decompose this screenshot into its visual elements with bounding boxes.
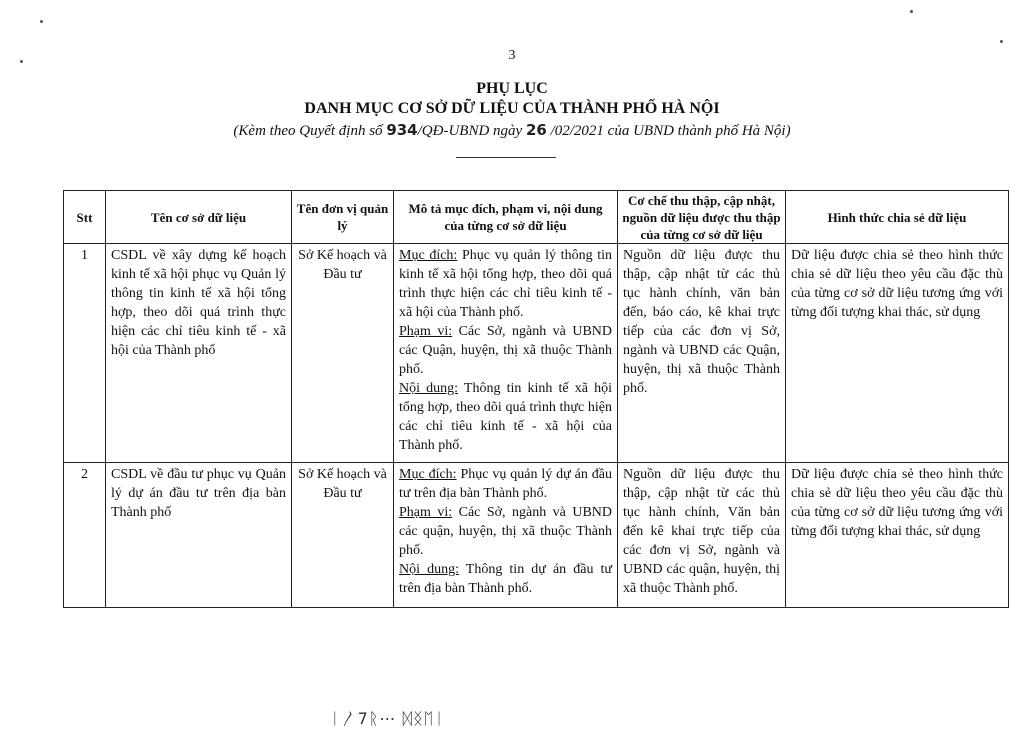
header-managing-unit: Tên đơn vị quản lý [292, 191, 394, 244]
row-managing-unit: Sở Kế hoạch và Đầu tư [292, 463, 394, 608]
row-database-name: CSDL về xây dựng kế hoạch kinh tế xã hội phục vụ Quản lý thông tin kinh tế xã hội tổng hợp, theo dõi quá trình thực hiện các chỉ tiêu kinh tế - xã hội của Thành phố [106, 244, 292, 463]
scope-label: Phạm vi: [399, 505, 453, 520]
scan-speck [20, 60, 23, 63]
database-catalog-table [63, 190, 1009, 608]
title-divider [456, 157, 556, 158]
scope-label: Phạm vi: [399, 324, 453, 339]
row-collection-mechanism: Nguồn dữ liệu được thu thập, cập nhật từ các thủ tục hành chính, Văn bản đến kê khai trực tiếp của các đơn vị Sở, ngành và UBND các quận, huyện, thị xã thuộc Thành phố. [618, 463, 786, 608]
purpose-label: Mục đích: [399, 467, 457, 482]
decision-number: 934 [386, 121, 418, 139]
purpose-text: Phục vụ quản lý dự án đầu tư trên địa bàn Thành phố. [399, 467, 612, 501]
scope-text: Các Sở, ngành và UBND các Quận, huyện, thị xã thuộc Thành phố. [399, 324, 612, 377]
purpose-label: Mục đích: [399, 248, 458, 263]
scan-speck [1000, 40, 1003, 43]
document-subtitle: DANH MỤC CƠ SỞ DỮ LIỆU CỦA THÀNH PHỐ HÀ NỘI [304, 100, 720, 117]
table-header-row [64, 191, 1009, 244]
row-collection-mechanism: Nguồn dữ liệu được thu thập, cập nhật từ các thủ tục hành chính, văn bản đến, báo cáo, kê khai trực tiếp của các đơn vị Sở, ngành và UBND các Quận, huyện, thị xã thuộc Thành phố. [618, 244, 786, 463]
header-description: Mô tả mục đích, phạm vi, nội dung của từng cơ sở dữ liệu [394, 191, 618, 244]
decision-note-mid: /QĐ-UBND ngày [417, 123, 526, 139]
content-label: Nội dung: [399, 381, 459, 396]
row-database-name: CSDL về đầu tư phục vụ Quản lý dự án đầu tư trên địa bàn Thành phố [106, 463, 292, 608]
row-description [394, 244, 618, 463]
decision-reference [0, 121, 1024, 140]
purpose-text: Phục vụ quản lý thông tin kinh tế xã hội tổng hợp, theo dõi quá trình thực hiện các chỉ tiêu kinh tế - xã hội của Thành phố. [399, 248, 612, 320]
row-description [394, 463, 618, 608]
page-number: 3 [508, 48, 516, 63]
scope-text: Các Sở, ngành và UBND các quận, huyện, thị xã thuộc Thành phố. [399, 505, 612, 558]
decision-note-suffix: /02/2021 của UBND thành phố Hà Nội) [546, 123, 791, 139]
header-stt: Stt [64, 191, 106, 244]
table-row [64, 463, 1009, 608]
decision-note-prefix: (Kèm theo Quyết định số [233, 123, 387, 139]
content-text: Thông tin dự án đầu tư trên địa bàn Thành phố. [399, 562, 612, 596]
decision-day: 26 [525, 121, 547, 139]
row-managing-unit: Sở Kế hoạch và Đầu tư [292, 244, 394, 463]
header-database-name: Tên cơ sở dữ liệu [106, 191, 292, 244]
handwritten-mark: ᛁ〳7ᚱ⋯ ᛞᛝᛖᛁ [330, 709, 445, 728]
content-text: Thông tin kinh tế xã hội tổng hợp, theo dõi quá trình thực hiện các chỉ tiêu kinh tế - xã hội của Thành phố. [399, 381, 612, 453]
table-row [64, 244, 1009, 463]
row-stt: 1 [64, 244, 106, 463]
row-sharing-form: Dữ liệu được chia sẻ theo hình thức chia sẻ dữ liệu theo yêu cầu đặc thù của từng cơ sở dữ liệu tương ứng với từng đối tượng khai thác, sử dụng [786, 463, 1009, 608]
content-label: Nội dung: [399, 562, 459, 577]
header-sharing-form: Hình thức chia sẻ dữ liệu [786, 191, 1009, 244]
row-stt: 2 [64, 463, 106, 608]
row-sharing-form: Dữ liệu được chia sẻ theo hình thức chia sẻ dữ liệu theo yêu cầu đặc thù của từng cơ sở dữ liệu tương ứng với từng đối tượng khai thác, sử dụng [786, 244, 1009, 463]
scan-speck [910, 10, 913, 13]
document-title: PHỤ LỤC [476, 80, 548, 97]
scan-speck [40, 20, 43, 23]
header-collection-mechanism: Cơ chế thu thập, cập nhật, nguồn dữ liệu được thu thập của từng cơ sở dữ liệu [618, 191, 786, 244]
